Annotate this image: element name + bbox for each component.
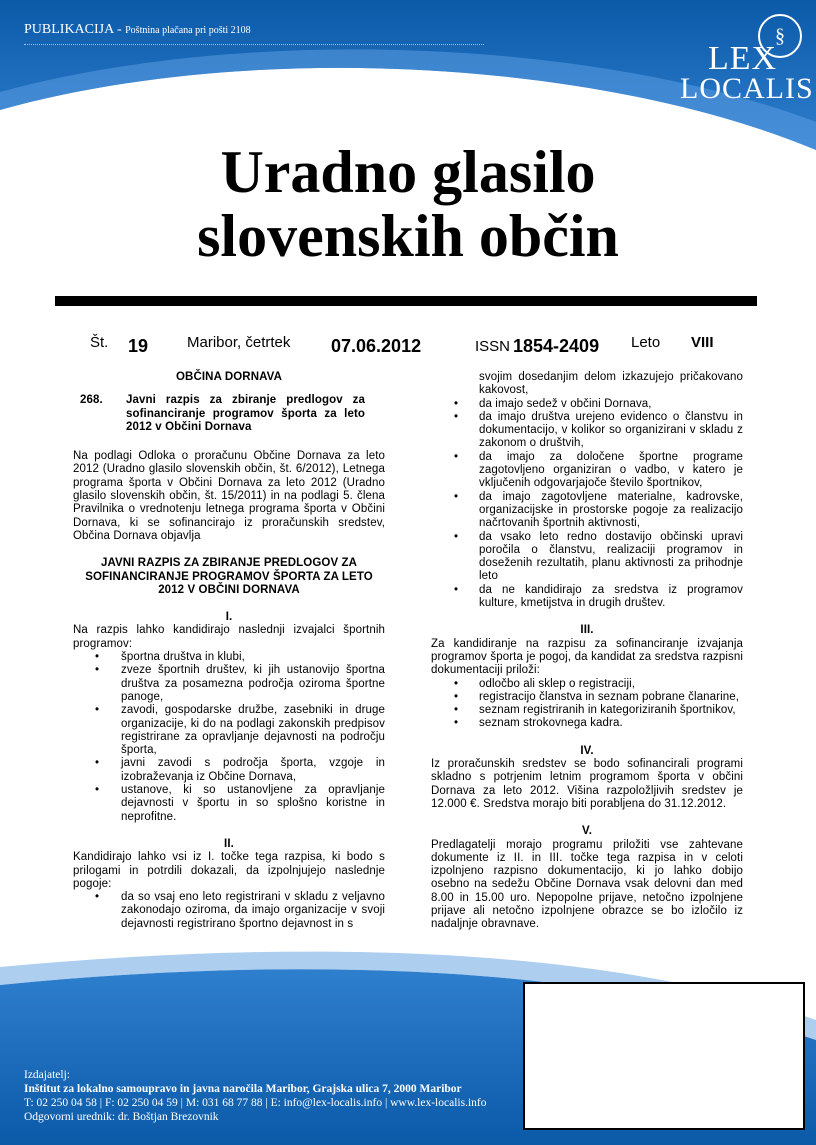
responsible-editor: Odgovorni urednik: dr. Boštjan Brezovnik [24, 1111, 219, 1123]
list-item: • športna društva in klubi, [73, 651, 385, 664]
list-item: • da imajo društva urejeno evidenco o članstvu in dokumentacijo, v kolikor so organizirani v skladu z zakonom o društvih, [431, 411, 743, 451]
section-5-text: Predlagatelji morajo programu priložiti vse zahtevane dokumente iz II. in III. točke tega razpisa in v celoti izpolnjeno razpisno dokumentacijo, ki jo lahko dobijo osebno na sedežu Občine Dornava vsak delovni dan med 8.00 in 15.00 uro. Nepopolne prijave, netočno izpolnjene prijave ali netočno izpolnjene obrazce se bo izločilo iz nadaljnje obravnave. [431, 838, 743, 931]
continuation-text: svojim dosedanjim delom izkazujejo pričakovano kakovost, [479, 371, 743, 397]
article-heading [80, 394, 385, 434]
issue-place-day: Maribor, četrtek [187, 334, 291, 351]
issue-number: 19 [128, 336, 149, 356]
municipality-heading: OBČINA DORNAVA [176, 371, 282, 383]
list-item: • da so vsaj eno leto registrirani v skladu z veljavno zakonodajo oziroma, da imajo organizacije v svoji dejavnosti registrirano športno dejavnost in s [73, 891, 385, 931]
list-item: • da imajo zagotovljene materialne, kadrovske, organizacijske in prostorske pogoje za realizacijo načrtovanih športnih aktivnosti, [431, 491, 743, 531]
list-item: • ustanove, ki so ustanovljene za opravljanje dejavnosti v športu in so splošno koristne in neprofitne. [73, 784, 385, 824]
issue-date: 07.06.2012 [331, 336, 422, 356]
list-item: • zveze športnih društev, ki jih ustanovijo športna društva za posamezna področja oziroma športne panoge, [73, 664, 385, 704]
section-4-text: Iz proračunskih sredstev se bodo sofinancirali programi skladno s potrjenim letnim programom športa v občini Dornava za leto 2012. Višina razpoložljivih sredstev je 12.000 €. Sredstva morajo biti porabljena do 31.12.2012. [431, 758, 743, 810]
call-title: JAVNI RAZPIS ZA ZBIRANJE PREDLOGOV ZA SOFINANCIRANJE PROGRAMOV ŠPORTA ZA LETO 2012 V OBČINI DORNAVA [85, 557, 373, 596]
title-line-2: slovenskih občin [197, 203, 619, 269]
title-rule [55, 296, 757, 306]
title-line-1: Uradno glasilo [220, 139, 596, 205]
logo-text-lex: LEX [708, 40, 778, 77]
publisher-contacts: T: 02 250 04 58 | F: 02 250 04 59 | M: 031 68 77 88 | E: info@lex-localis.info | www.lex-localis.info [24, 1097, 487, 1109]
intro-paragraph: Na podlagi Odloka o proračunu Občine Dornava za leto 2012 (Uradno glasilo slovenskih občin, št. 6/2012), Letnega programa športa v Občini Dornava za leto 2012 (Uradno glasilo slovenskih občin, št. 15/2011) in na podlagi 5. člena Pravilnika o vrednotenju letnega programa športa v Občini Dornava, ki se sofinancirajo iz proračunskih sredstev, Občina Dornava objavlja [73, 450, 385, 542]
section-3-list [431, 678, 743, 731]
lex-localis-logo [678, 14, 814, 105]
list-item: • zavodi, gospodarske družbe, zasebniki in druge organizacije, ki do na podlagi zakonskih predpisov registrirane za opravljanje dejavnosti na področju športa, [73, 704, 385, 757]
list-item: • da imajo za določene športne programe zagotovljeno organiziran o vadbo, v katero je vključenih odgovarjajoče število športnikov, [431, 451, 743, 491]
list-item: • odločbo ali sklep o registraciji, [431, 678, 743, 691]
section-2-list-continued [431, 371, 743, 610]
publication-label: PUBLIKACIJA - Poštnina plačana pri pošti 2108 [24, 22, 251, 37]
list-item: • da imajo sedež v občini Dornava, [431, 398, 743, 411]
section-heading-3: III. [580, 624, 594, 637]
section-heading-4: IV. [580, 744, 594, 757]
blank-box [523, 982, 805, 1130]
publisher-name: Inštitut za lokalno samoupravo in javna naročila Maribor, Grajska ulica 7, 2000 Maribor [24, 1083, 462, 1095]
left-column [73, 371, 385, 931]
section-heading-2: II. [224, 837, 234, 850]
section-3-text: Za kandidiranje na razpisu za sofinanciranje izvajanja programov športa je pogoj, da kandidat za sredstva razpisni dokumentaciji priloži: [431, 637, 743, 677]
issn-number: 1854-2409 [513, 336, 600, 356]
section-1-list [73, 651, 385, 824]
list-item: • javni zavodi s področja športa, vzgoje in izobraževanja iz Občine Dornava, [73, 757, 385, 784]
article-title: Javni razpis za zbiranje predlogov za sofinanciranje programov športa za leto 2012 v Občini Dornava [126, 394, 365, 433]
section-heading-5: V. [581, 825, 592, 838]
year-label: Leto [631, 334, 661, 351]
list-item: • da ne kandidirajo za sredstva iz programov kulture, kmetijstva in drugih društev. [431, 584, 743, 611]
list-item: • da vsako leto redno dostavijo občinski upravi poročila o članstvu, realizaciji programov in doseženih rezultatih, planu aktivnosti za prihodnje leto [431, 531, 743, 584]
publisher-label: Izdajatelj: [24, 1069, 70, 1081]
section-sign-icon: § [758, 14, 802, 58]
footer-info [24, 1068, 486, 1124]
postage-note: Poštnina plačana pri pošti 2108 [125, 25, 251, 36]
section-heading-1: I. [225, 611, 233, 624]
year-roman: VIII [691, 334, 714, 351]
right-column [431, 371, 743, 932]
list-item: • seznam registriranih in kategoriziranih športnikov, [431, 704, 743, 717]
list-item: • seznam strokovnega kadra. [431, 717, 743, 730]
header-dotted-line [24, 44, 484, 45]
section-2-list-start [73, 891, 385, 931]
section-1-text: Na razpis lahko kandidirajo naslednji izvajalci športnih programov: [73, 624, 385, 650]
article-number: 268. [80, 394, 103, 407]
logo-text-localis: LOCALIS [680, 72, 814, 105]
publication-title [0, 140, 816, 268]
list-item: • registracijo članstva in seznam pobrane članarine, [431, 691, 743, 704]
list-item-continuation [431, 371, 743, 398]
issue-st-label: Št. [90, 334, 109, 351]
section-2-text: Kandidirajo lahko vsi iz I. točke tega razpisa, ki bodo s prilogami in potrdili dokazali, da izpolnjujejo naslednje pogoje: [73, 851, 385, 890]
issn-label: ISSN [475, 338, 511, 355]
